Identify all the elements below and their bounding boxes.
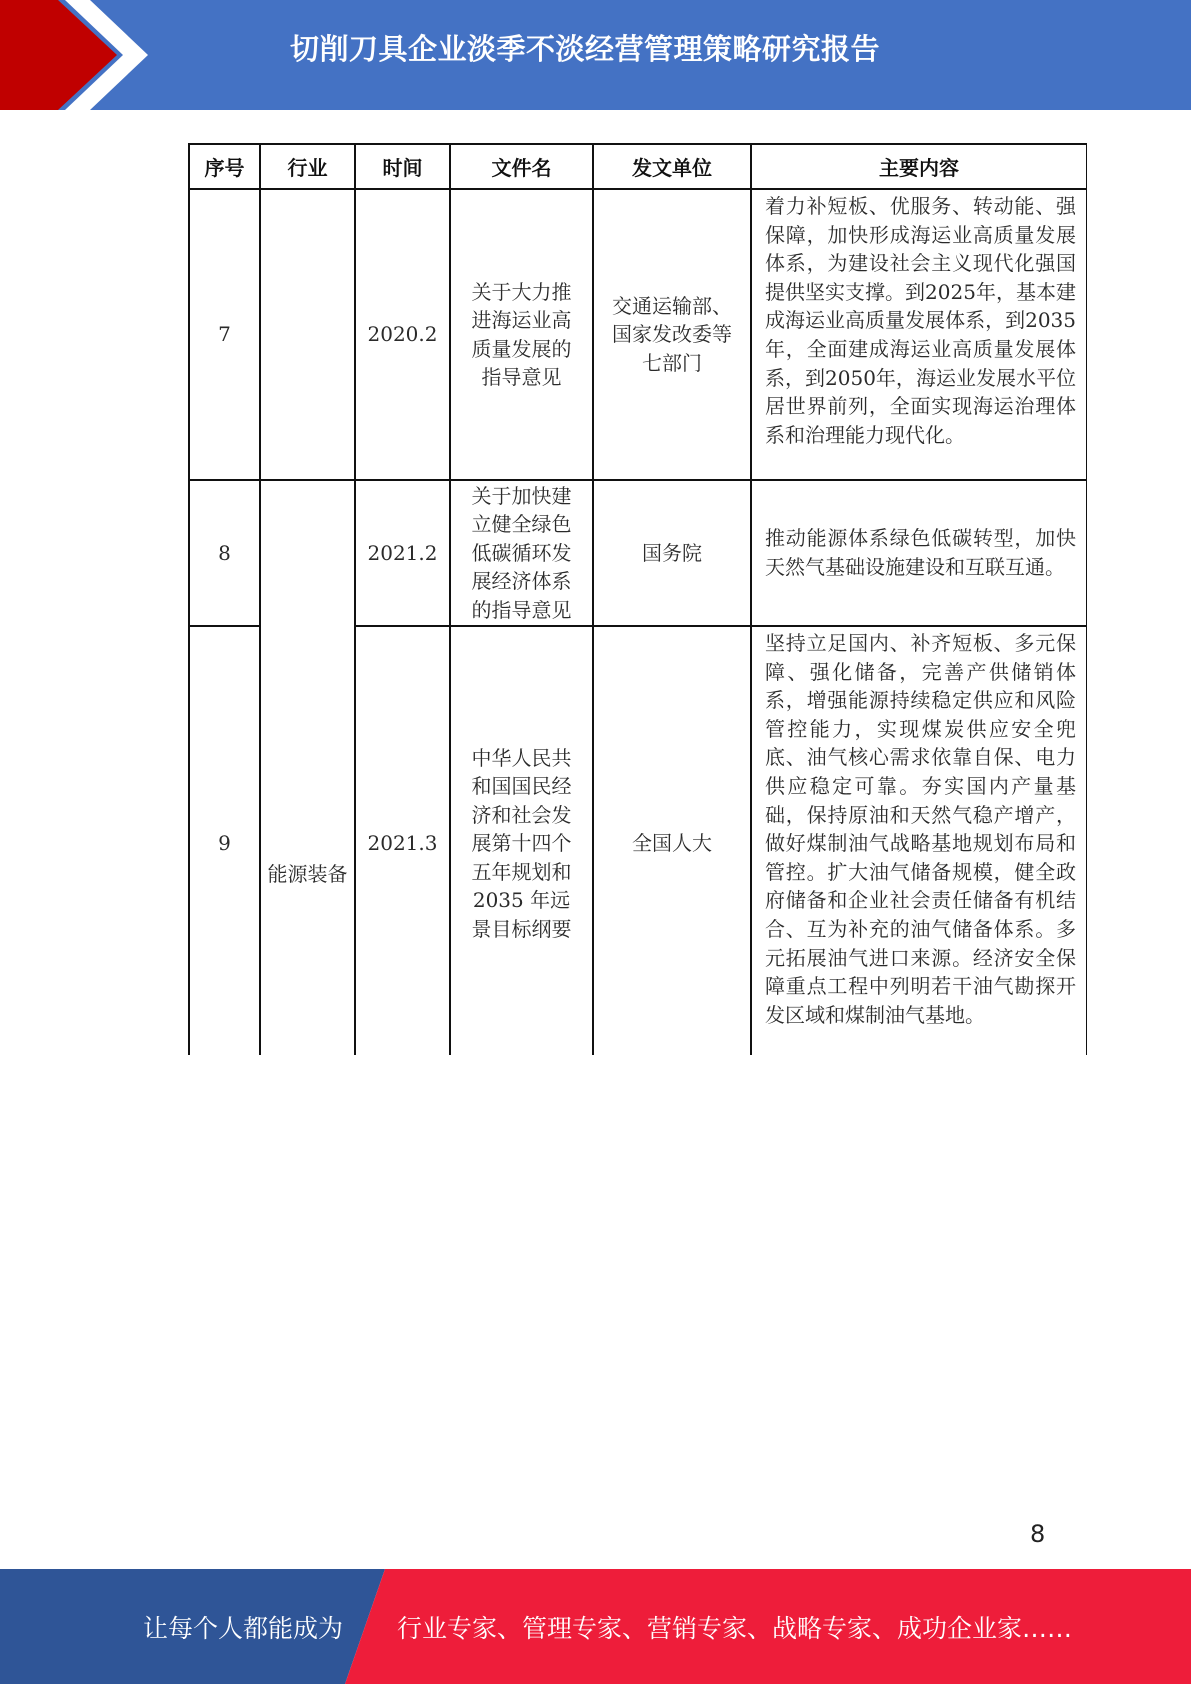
row-doc-name: 关于大力推进海运业高质量发展的指导意见	[450, 189, 593, 480]
footer-banner	[0, 1569, 1191, 1684]
header-content: 主要内容	[751, 144, 1087, 189]
row-no: 8	[189, 480, 260, 626]
header-chevron-graphic	[0, 0, 300, 110]
row-issuer: 全国人大	[593, 626, 751, 1055]
table-row	[189, 189, 1087, 480]
row-industry: 能源装备	[260, 480, 355, 1055]
page-number: 8	[1030, 1520, 1046, 1548]
footer-slogan-right: 行业专家、管理专家、营销专家、战略专家、成功企业家……	[397, 1614, 1073, 1643]
header-no: 序号	[189, 144, 260, 189]
row-no: 7	[189, 189, 260, 480]
row-content: 坚持立足国内、补齐短板、多元保障、强化储备，完善产供储销体系，增强能源持续稳定供应和风险管控能力，实现煤炭供应安全兜底、油气核心需求依靠自保、电力供应稳定可靠。夯实国内产量基础，保持原油和天然气稳产增产，做好煤制油气战略基地规划布局和管控。扩大油气储备规模，健全政府储备和企业社会责任储备有机结合、互为补充的油气储备体系。多元拓展油气进口来源。经济安全保障重点工程中列明若干油气勘探开发区域和煤制油气基地。	[751, 626, 1087, 1055]
table-header-row	[189, 144, 1087, 189]
header-industry: 行业	[260, 144, 355, 189]
header-doc-name: 文件名	[450, 144, 593, 189]
row-issuer: 交通运输部、国家发改委等七部门	[593, 189, 751, 480]
row-time: 2021.3	[355, 626, 450, 1055]
row-doc-name: 中华人民共和国国民经济和社会发展第十四个五年规划和2035 年远景目标纲要	[450, 626, 593, 1055]
policy-table-container	[187, 143, 1087, 1055]
row-content: 着力补短板、优服务、转动能、强保障，加快形成海运业高质量发展体系，为建设社会主义现代化强国提供坚实支撑。到2025年，基本建成海运业高质量发展体系，到2035年，全面建成海运业高质量发展体系，到2050年，海运业发展水平位居世界前列，全面实现海运治理体系和治理能力现代化。	[751, 189, 1087, 480]
report-title: 切削刀具企业淡季不淡经营管理策略研究报告	[290, 32, 881, 66]
row-industry-empty	[260, 189, 355, 480]
header-banner	[0, 0, 1191, 110]
table-row	[189, 480, 1087, 626]
header-issuer: 发文单位	[593, 144, 751, 189]
row-content: 推动能源体系绿色低碳转型，加快天然气基础设施建设和互联互通。	[751, 480, 1087, 626]
row-issuer: 国务院	[593, 480, 751, 626]
row-time: 2020.2	[355, 189, 450, 480]
policy-table	[188, 143, 1087, 1055]
header-time: 时间	[355, 144, 450, 189]
row-doc-name: 关于加快建立健全绿色低碳循环发展经济体系的指导意见	[450, 480, 593, 626]
row-no: 9	[189, 626, 260, 1055]
row-time: 2021.2	[355, 480, 450, 626]
footer-slogan-left: 让每个人都能成为	[143, 1614, 344, 1643]
